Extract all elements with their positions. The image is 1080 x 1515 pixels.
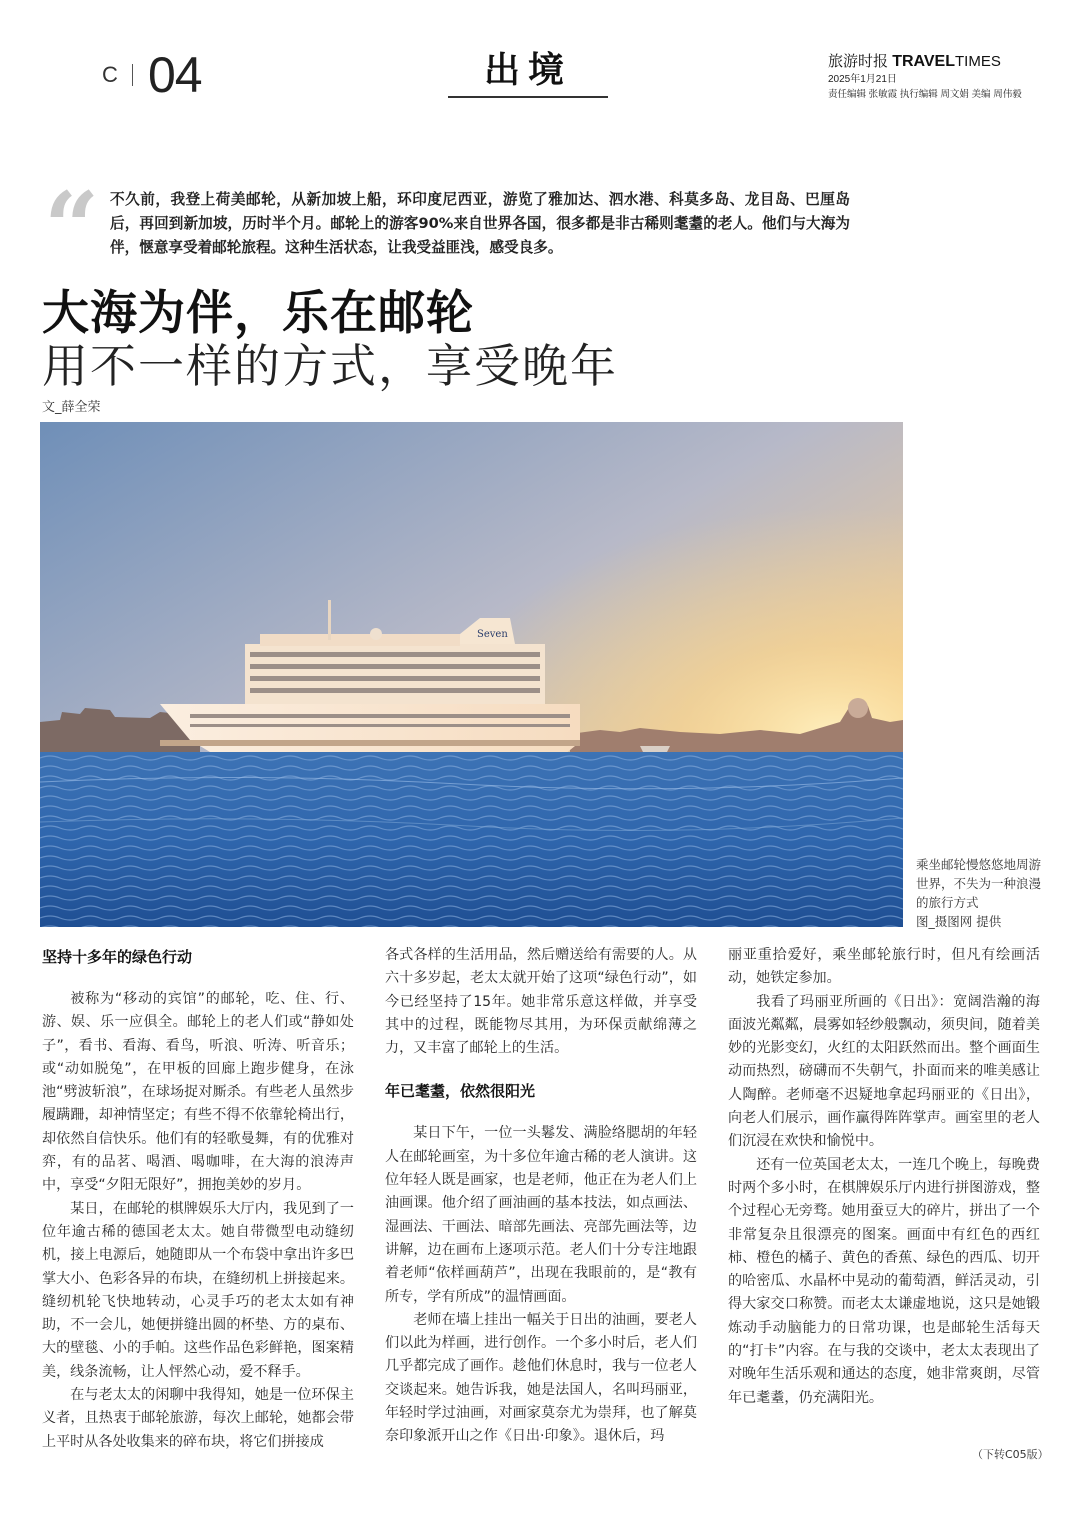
masthead-en-bold: TRAVEL <box>892 53 955 70</box>
issue-date: 2025年1月21日 <box>828 74 897 85</box>
photo-caption <box>916 855 1044 931</box>
ship-funnel-label: Seven <box>477 629 508 640</box>
section-title: 出境 <box>483 49 572 91</box>
quote-mark-icon: “ <box>44 171 100 284</box>
masthead <box>828 50 1001 71</box>
continuation-note: （下转C05版） <box>972 1448 1049 1461</box>
section-letter: C <box>102 62 119 87</box>
body-column-1 <box>42 944 354 1454</box>
body-paragraph: 老师在墙上挂出一幅关于日出的油画，要老人们以此为样画，进行创作。一个多小时后，老人们几乎都完成了画作。趁他们休息时，我与一位老人交谈起来。她告诉我，她是法国人，名叫玛丽亚，年轻时学过油画，对画家莫奈尤为崇拜，也了解莫奈印象派开山之作《日出·印象》。退休后，玛 <box>385 1311 697 1445</box>
body-paragraph: 我看了玛丽亚所画的《日出》：宽阔浩瀚的海面波光粼粼，晨雾如轻纱般飘动，须臾间，随着美妙的光影变幻，火红的太阳跃然而出。整个画面生动而热烈，磅礴而不失朝气，扑面而来的唯美感让人陶醉。老师毫不迟疑地拿起玛丽亚的《日出》，向老人们展示，画作赢得阵阵掌声。画室里的老人们沉浸在欢快和愉悦中。 <box>728 993 1040 1150</box>
masthead-cn: 旅游时报 <box>828 53 889 70</box>
caption-text: 乘坐邮轮慢悠悠地周游世界，不失为一种浪漫的旅行方式 <box>916 857 1042 910</box>
page-number: 04 <box>148 47 202 103</box>
masthead-en-light: TIMES <box>955 53 1001 70</box>
body-paragraph: 某日，在邮轮的棋牌娱乐大厅内，我见到了一位年逾古稀的德国老太太。她自带微型电动缝纫机，接上电源后，她随即从一个布袋中拿出许多巴掌大小、色彩各异的布块，在缝纫机上拼接起来。缝纫机轮飞快地转动，心灵手巧的老太太如有神助，不一会儿，她便拼缝出圆的杯垫、方的桌布、大的壁毯、小的手帕。这些作品色彩鲜艳，图案精美，线条流畅，让人怦然心动，爱不释手。 <box>42 1200 354 1380</box>
subheadline: 用不一样的方式，享受晚年 <box>42 339 618 393</box>
caption-credit: 图_摄图网 提供 <box>916 914 1002 929</box>
body-paragraph: 被称为“移动的宾馆”的邮轮，吃、住、行、游、娱、乐一应俱全。邮轮上的老人们或“静如处子”，看书、看海、看鸟，听浪、听涛、听音乐；或“动如脱兔”，在甲板的回廊上跑步健身，在泳池“劈波斩浪”，在球场捉对厮杀。有些老人虽然步履蹒跚，却神情坚定；有些不得不依靠轮椅出行，却依然自信快乐。他们有的轻歌曼舞，有的优雅对弈，有的品茗、喝酒、喝咖啡，在大海的浪涛声中，享受“夕阳无限好”，拥抱美妙的岁月。 <box>42 991 354 1194</box>
editors-credit: 责任编辑 张敏霞 执行编辑 周文娟 美编 周伟毅 <box>828 89 1022 100</box>
header-divider <box>132 64 133 86</box>
body-paragraph: 各式各样的生活用品，然后赠送给有需要的人。从六十多岁起，老太太就开始了这项“绿色行动”，如今已经坚持了15年。她非常乐意这样做，并享受其中的过程，既能物尽其用，为环保贡献绵薄之力，又丰富了邮轮上的生活。 <box>385 947 697 1057</box>
section-title-underline <box>448 96 608 98</box>
body-paragraph: 在与老太太的闲聊中我得知，她是一位环保主义者，且热衷于邮轮旅游，每次上邮轮，她都会带上平时从各处收集来的碎布块，将它们拼接成 <box>42 1387 354 1450</box>
lead-paragraph: 不久前，我登上荷美邮轮，从新加坡上船，环印度尼西亚，游览了雅加达、泗水港、科莫多岛、龙目岛、巴厘岛后，再回到新加坡，历时半个月。邮轮上的游客90%来自世界各国，很多都是非古稀则耄耋的老人。他们与大海为伴，惬意享受着邮轮旅程。这种生活状态，让我受益匪浅，感受良多。 <box>110 191 850 256</box>
cruise-ship-photo <box>40 422 903 927</box>
section-heading-sunny-elderly: 年已耄耋，依然很阳光 <box>385 1082 536 1101</box>
body-paragraph: 丽亚重拾爱好，乘坐邮轮旅行时，但凡有绘画活动，她铁定参加。 <box>728 947 1040 987</box>
section-heading-green-action: 坚持十多年的绿色行动 <box>42 948 193 966</box>
body-paragraph: 还有一位英国老太太，一连几个晚上，每晚费时两个多小时，在棋牌娱乐厅内进行拼图游戏，整个过程心无旁骛。她用蚕豆大的碎片，拼出了一个非常复杂且很漂亮的图案。画面中有红色的西红柿、橙色的橘子、黄色的香蕉、绿色的西瓜、切开的哈密瓜、水晶杯中晃动的葡萄酒，鲜活灵动，引得大家交口称赞。而老太太谦虚地说，这只是她锻炼动手动脑能力的日常功课，也是邮轮生活每天的“打卡”内容。在与我的交谈中，老太太表现出了对晚年生活乐观和通达的态度，她非常爽朗，尽管年已耄耋，仍充满阳光。 <box>728 1156 1040 1406</box>
body-paragraph: 某日下午，一位一头鬈发、满脸络腮胡的年轻人在邮轮画室，为十多位年逾古稀的老人演讲。这位年轻人既是画家，也是老师，他正在为老人们上油画课。他介绍了画油画的基本技法，如点画法、湿画法、干画法、暗部先画法、亮部先画法等，边讲解，边在画布上逐项示范。老人们十分专注地跟着老师“依样画葫芦”，出现在我眼前的，是“教有所专，学有所成”的温情画面。 <box>385 1125 697 1305</box>
body-column-2 <box>385 944 697 1449</box>
headline: 大海为伴，乐在邮轮 <box>42 286 474 341</box>
body-column-3 <box>728 944 1040 1410</box>
byline: 文_薛全荣 <box>42 400 101 415</box>
